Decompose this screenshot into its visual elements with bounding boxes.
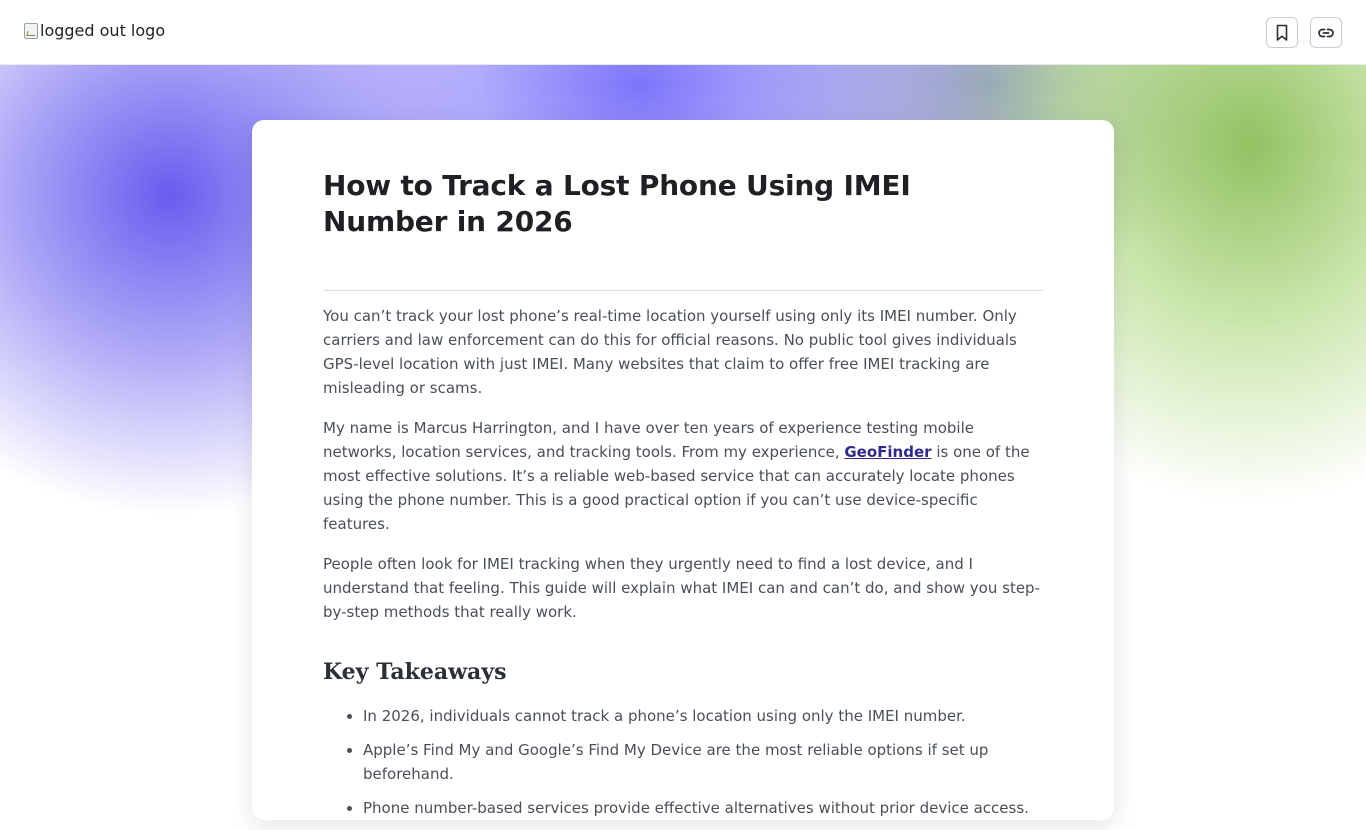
key-takeaways-list (323, 704, 1043, 820)
article-body (323, 168, 1043, 830)
logo-alt-text: logged out logo (40, 21, 166, 40)
author-paragraph (323, 416, 1043, 536)
key-takeaways-heading: Key Takeaways (323, 659, 507, 685)
list-item: • In 2026, individuals cannot track a phone’s location using only the IMEI number. (363, 704, 1043, 728)
geofinder-link[interactable]: GeoFinder (844, 443, 932, 461)
article-title: How to Track a Lost Phone Using IMEI Number in 2026 (323, 169, 911, 238)
author-paragraph-text-before: My name is Marcus Harrington, and I have over ten years of experience testing mobile networks, location services, and tracking tools. From my experience, (323, 419, 974, 461)
guide-paragraph: People often look for IMEI tracking when they urgently need to find a lost device, and I understand that feeling. This guide will explain what IMEI can and can’t do, and show you step-by-step methods that really work. (323, 555, 1040, 621)
bookmark-icon (1274, 24, 1290, 42)
list-item: • Phone number-based services provide effective alternatives without prior device access. (363, 796, 1043, 820)
site-logo[interactable] (24, 21, 165, 40)
intro-paragraph: You can’t track your lost phone’s real-time location yourself using only its IMEI number. Only carriers and law enforcement can do this for official reasons. No public tool gives individuals GPS-level location with just IMEI. Many websites that claim to offer free IMEI tracking are misleading or scams. (323, 307, 1017, 397)
author-paragraph-text-after: is one of the most effective solutions. It’s a reliable web-based service that can accurately locate phones using the phone number. This is a good practical option if you can’t use device-specific features. (323, 443, 1030, 533)
article-card (252, 120, 1114, 820)
list-item: • Apple’s Find My and Google’s Find My Device are the most reliable options if set up beforehand. (363, 738, 1043, 786)
copy-link-button[interactable] (1310, 17, 1342, 48)
broken-image-icon (24, 23, 38, 39)
link-icon (1317, 24, 1335, 42)
bookmark-button[interactable] (1266, 17, 1298, 48)
title-divider (323, 290, 1043, 291)
top-bar (0, 0, 1366, 65)
